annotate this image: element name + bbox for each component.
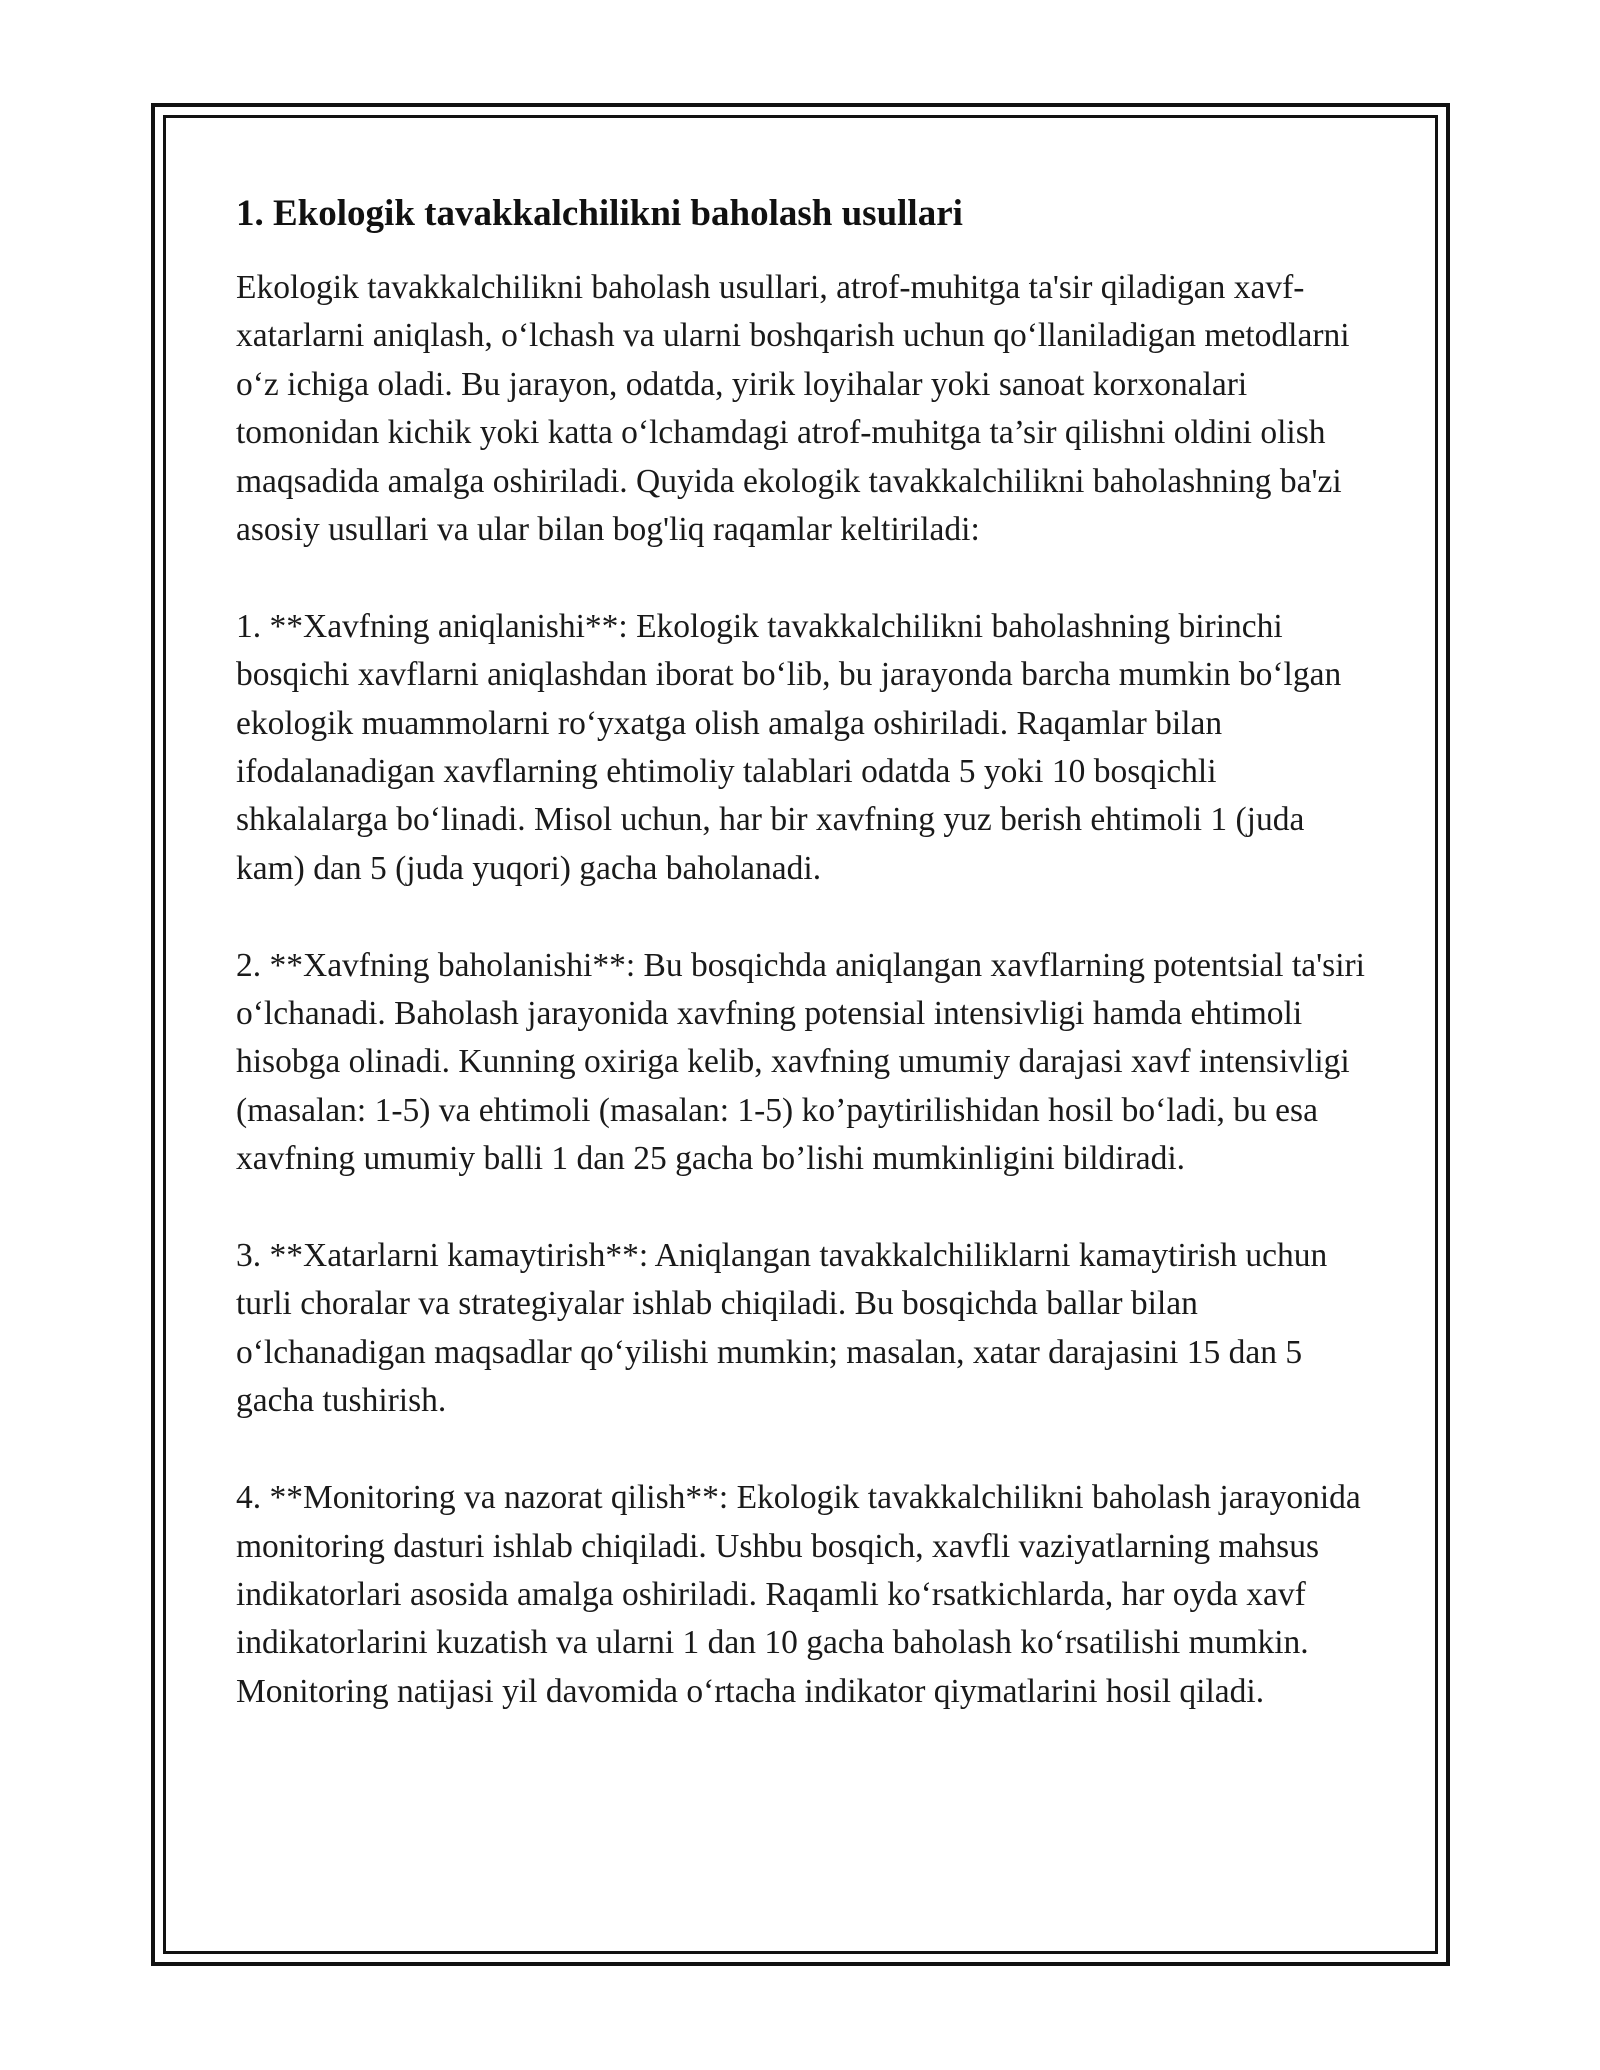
- paragraph-monitoring: 4. **Monitoring va nazorat qilish**: Ekologik tavakkalchilikni baholash jarayonida monitoring dasturi ishlab chiqiladi. Ushbu bosqich, xavfli vaziyatlarning mahsus indikatorlari asosida amalga oshiriladi. Raqamli ko‘rsatkichlarda, har oyda xavf indikatorlarini kuzatish va ularni 1 dan 10 gacha baholash ko‘rsatilishi mumkin. Monitoring natijasi yil davomida o‘rtacha indikator qiymatlarini hosil qiladi.: [236, 1479, 1361, 1710]
- document-body: [236, 190, 1376, 1716]
- paragraph-risk-assessment: 2. **Xavfning baholanishi**: Bu bosqichda aniqlangan xavflarning potentsial ta'siri o‘lchanadi. Baholash jarayonida xavfning potensial intensivligi hamda ehtimoli hisobga olinadi. Kunning oxiriga kelib, xavfning umumiy darajasi xavf intensivligi (masalan: 1-5) va ehtimoli (masalan: 1-5) ko’paytirilishidan hosil bo‘ladi, bu esa xavfning umumiy balli 1 dan 25 gacha bo’lishi mumkinligini bildiradi.: [236, 946, 1365, 1178]
- intro-paragraph: Ekologik tavakkalchilikni baholash usullari, atrof-muhitga ta'sir qiladigan xavf-xatarlarni aniqlash, o‘lchash va ularni boshqarish uchun qo‘llaniladigan metodlarni o‘z ichiga oladi. Bu jarayon, odatda, yirik loyihalar yoki sanoat korxonalari tomonidan kichik yoki katta o‘lchamdagi atrof-muhitga ta’sir qilishni oldini olish maqsadida amalga oshiriladi. Quyida ekologik tavakkalchilikni baholashning ba'zi asosiy usullari va ular bilan bog'liq raqamlar keltiriladi:: [236, 269, 1350, 549]
- section-heading: 1. Ekologik tavakkalchilikni baholash usullari: [236, 193, 963, 234]
- paragraph-risk-reduction: 3. **Xatarlarni kamaytirish**: Aniqlangan tavakkalchiliklarni kamaytirish uchun turli choralar va strategiyalar ishlab chiqiladi. Bu bosqichda ballar bilan o‘lchanadigan maqsadlar qo‘yilishi mumkin; masalan, xatar darajasini 15 dan 5 gacha tushirish.: [236, 1237, 1328, 1420]
- paragraph-risk-identification: 1. **Xavfning aniqlanishi**: Ekologik tavakkalchilikni baholashning birinchi bosqichi xavflarni aniqlashdan iborat bo‘lib, bu jarayonda barcha mumkin bo‘lgan ekologik muammolarni ro‘yxatga olish amalga oshiriladi. Raqamlar bilan ifodalanadigan xavflarning ehtimoliy talablari odatda 5 yoki 10 bosqichli shkalalarga bo‘linadi. Misol uchun, har bir xavfning yuz berish ehtimoli 1 (juda kam) dan 5 (juda yuqori) gacha baholanadi.: [236, 607, 1342, 887]
